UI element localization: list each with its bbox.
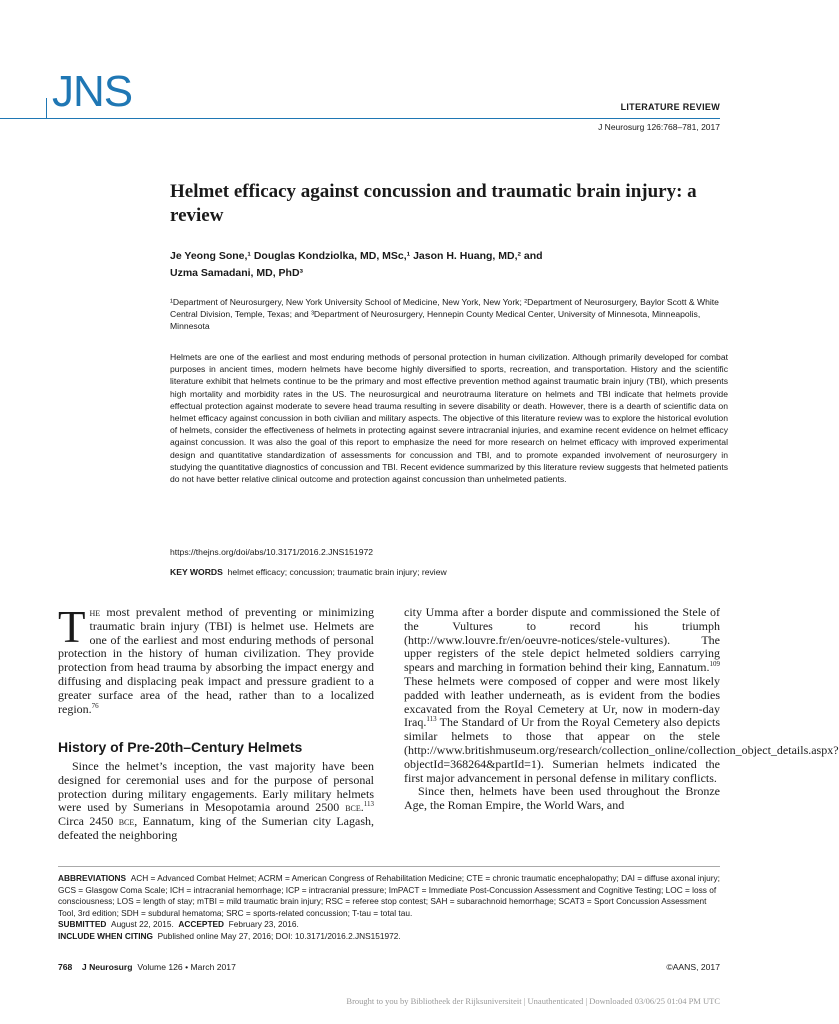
footer-journal: J Neurosurg <box>81 962 133 972</box>
citation-ref: 113 <box>363 800 374 809</box>
section-heading: History of Pre-20th–Century Helmets <box>58 739 303 755</box>
affiliations: ¹Department of Neurosurgery, New York University School of Medicine, New York, New York; ²Department of Neurosurgery, Baylor Scott & White Central Division, Temple, Texas; and ³Department of Neurosurgery, Hennepin County Medical Center, University of Minnesota, Minneapolis, Minnesota <box>170 297 719 332</box>
body-text: These helmets were composed of copper and were most likely padded with leather underneath, as is evident from the bodies excavated from the Royal Cemetery at Ur, now in modern-day Iraq. <box>404 673 720 730</box>
footnotes-divider <box>58 866 720 867</box>
abbreviations-text: ACH = Advanced Combat Helmet; ACRM = American Congress of Rehabilitation Medicine; CTE = chronic traumatic encephalopathy; DAI = diffuse axonal injury; GCS = Glasgow Coma Scale; ICH = intracranial hemorrhage; ICP = intracranial pressure; ImPACT = Immediate Post-Concussion Assessment and Cognitive Testing; LOC = loss of consciousness; LOS = length of stay; mTBI = mild traumatic brain injury; RSC = referee stop contest; SAH = subarachnoid hemorrhage; SCAT3 = Sport Concussion Assessment Tool, 3rd edition; SDH = subdural hematoma; SRC = sports-related concussion; T-tau = total tau. <box>58 873 720 918</box>
author-list <box>170 248 730 282</box>
citation-ref: 109 <box>709 660 720 669</box>
intro-paragraph <box>58 602 374 716</box>
submission-dates <box>58 919 722 931</box>
era-label: bce <box>118 814 135 829</box>
header-rule-tick <box>46 98 47 119</box>
section-label: LITERATURE REVIEW <box>620 102 720 112</box>
article-title: Helmet efficacy against concussion and traumatic brain injury: a review <box>170 181 697 226</box>
intro-smallcaps: he <box>89 605 101 619</box>
history-text: , Eannatum, king of the Sumerian city Lagash, defeated the neighboring <box>58 814 374 842</box>
citing-info <box>58 931 722 943</box>
submitted-label: SUBMITTED <box>58 919 107 929</box>
author-line: Je Yeong Sone,¹ Douglas Kondziolka, MD, MSc,¹ Jason H. Huang, MD,² and <box>170 250 543 262</box>
footnotes <box>58 873 722 942</box>
journal-citation: J Neurosurg 126:768–781, 2017 <box>598 122 720 132</box>
body-text: The Standard of Ur from the Royal Cemetery also depicts similar helmets to those that appear on the stele (http://www.britishmuseum.org/research/collection_online/collection_object_details.aspx?objectId=368264&partId=1). Sumerian helmets indicated the first major advancement in personal defense in military conflicts. <box>404 715 839 785</box>
author-line: Uzma Samadani, MD, PhD³ <box>170 267 304 279</box>
download-notice: Brought to you by Bibliotheek der Rijksuniversiteit | Unauthenticated | Downloaded 03/06/25 01:04 PM UTC <box>346 996 720 1006</box>
submitted-date: August 22, 2015. <box>111 919 174 929</box>
history-paragraph: Since the helmet’s inception, the vast majority have been designed for ceremonial uses and for the purpose of personal protection during military engagements. Early military helmets were used by Sumerians in Mesopotamia around 2500 bce.$^{113}$ Circa 2450 bce, Eannatum, king of the Sumerian city Lagash, defeated the neighboring <box>58 759 374 842</box>
citing-label: INCLUDE WHEN CITING <box>58 930 153 941</box>
accepted-label: ACCEPTED <box>178 919 225 929</box>
history-text: Circa 2450 <box>58 814 119 829</box>
page-number: 768 <box>58 962 73 972</box>
accepted-date: February 23, 2016. <box>228 919 299 929</box>
history-text: Since the helmet’s inception, the vast majority have been designed for ceremonial uses and for the purpose of personal protection during military engagements. Early military helmets were used by Sumerians in Mesopotamia around 2500 <box>58 759 374 815</box>
footer-issue: Volume 126 • March 2017 <box>137 962 236 972</box>
keywords <box>170 567 447 577</box>
page-footer <box>58 962 236 972</box>
abstract: Helmets are one of the earliest and most enduring methods of personal protection in human civilization. Although primarily developed for combat purposes in ancient times, modern helmets have become highly diversified to sports, recreation, and transportation. History and the scientific literature exhibit that helmets continue to be the primary and most effective prevention method against traumatic brain injury (TBI), which presents high mortality and morbidity rates in the US. The neurosurgical and neurotrauma literature on helmets and TBI indicate that helmets provide effectual protection against moderate to severe head trauma resulting in severe disability or death. However, there is a dearth of scientific data on helmet efficacy against concussion in both civilian and military aspects. The objective of this literature review was to explore the historical evolution of helmets, consider the effectiveness of helmets in protecting against severe intracranial injuries, and examine recent evidence on helmet efficacy against concussion. It was also the goal of this report to emphasize the need for more research on helmet efficacy with improved experimental design and quantitative standardization of assessments for concussion and TBI, and to promote expanded involvement of neurosurgery in studying the quantitative diagnostics of concussion and TBI. Recent evidence summarized by this literature review suggests that helmeted patients do not have better relative clinical outcome and protection against concussion than unhelmeted patients. <box>170 352 728 485</box>
body-paragraph: Since then, helmets have been used throughout the Bronze Age, the Roman Empire, the World Wars, and <box>404 784 720 813</box>
citing-text: Published online May 27, 2016; DOI: 10.3171/2016.2.JNS151972. <box>157 930 401 941</box>
citation-ref: 76 <box>91 701 99 710</box>
keywords-text: helmet efficacy; concussion; traumatic brain injury; review <box>227 567 447 577</box>
intro-text: most prevalent method of preventing or minimizing traumatic brain injury (TBI) is helmet use. Helmets are one of the earliest and most enduring methods of personal protection in the history of human civilization. They provide protection from head trauma by absorbing the impact energy and diffusing and displacing peak impact and pressure gradient to a greater surface area of the head, rather than to a localized region. <box>58 605 374 716</box>
citation-ref: 113 <box>426 715 437 724</box>
abbreviations-label: ABBREVIATIONS <box>58 873 127 883</box>
journal-logo: JNS <box>52 67 133 116</box>
doi-link[interactable]: https://thejns.org/doi/abs/10.3171/2016.2.JNS151972 <box>170 547 374 557</box>
drop-cap: T <box>58 602 86 652</box>
copyright: ©AANS, 2017 <box>666 962 720 972</box>
body-text: city Umma after a border dispute and commissioned the Stele of the Vultures to record his triumph (http://www.louvre.fr/en/oeuvre-notices/stele-vultures). The upper registers of the stele depict helmeted soldiers carrying spears and marching in formation behind their king, Eannatum. <box>404 605 720 675</box>
keywords-label: KEY WORDS <box>170 567 223 577</box>
header-rule <box>0 118 720 119</box>
body-paragraph <box>404 605 839 785</box>
abbreviations <box>58 873 722 919</box>
era-label: bce <box>345 800 361 815</box>
right-column <box>404 605 839 813</box>
